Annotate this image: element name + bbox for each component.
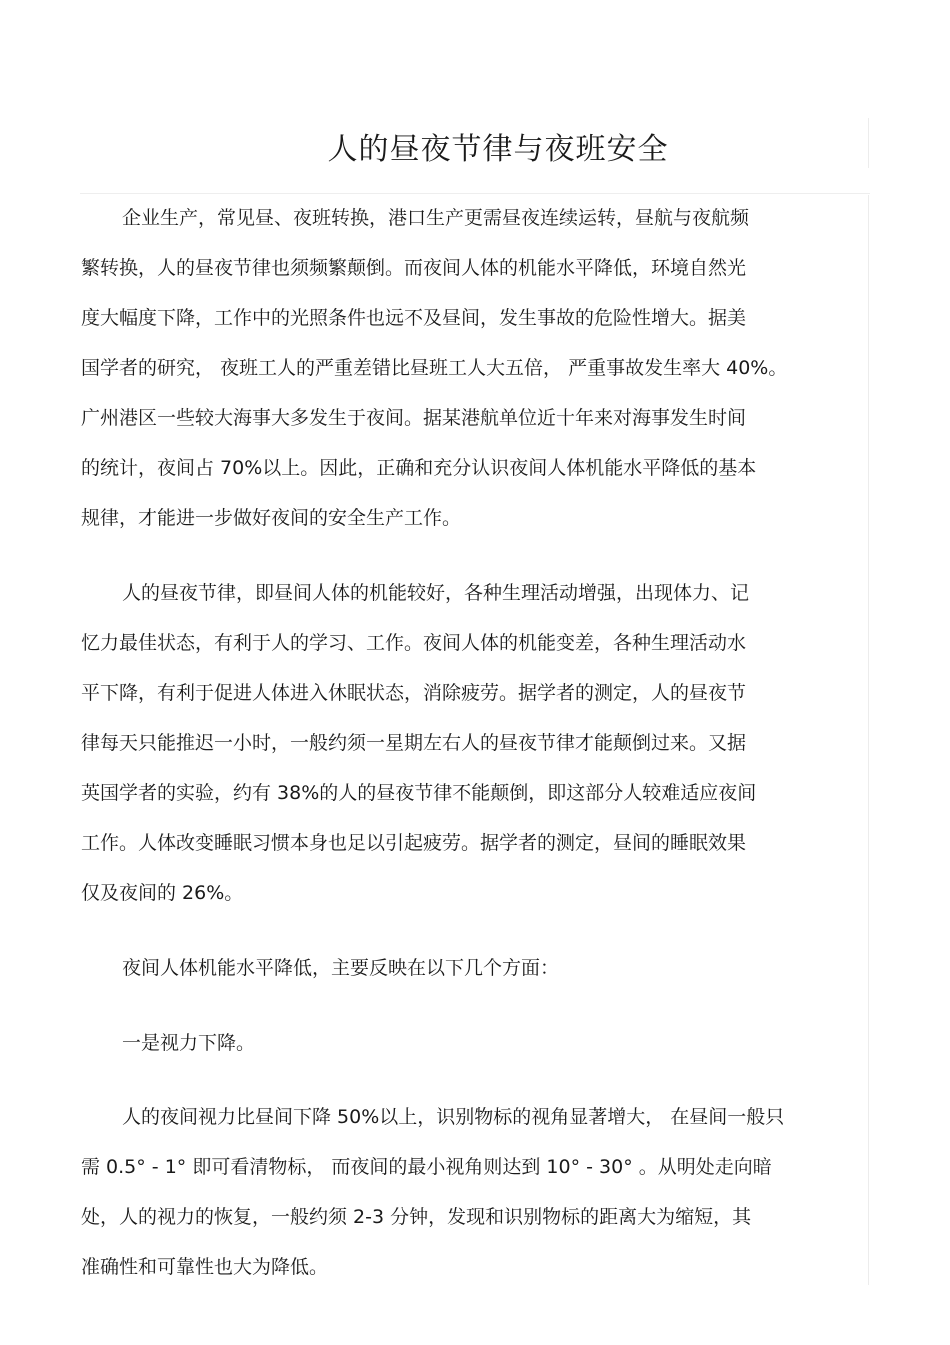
paragraph-1-line-1: 企业生产，常见昼、夜班转换，港口生产更需昼夜连续运转，昼航与夜航频 [122,207,750,229]
paragraph-5-line-1: 人的夜间视力比昼间下降 50%以上，识别物标的视角显著增大， 在昼间一般只 [122,1106,785,1128]
margin-rule-top [868,118,869,168]
paragraph-1-line-5: 广州港区一些较大海事大多发生于夜间。据某港航单位近十年来对海事发生时间 [81,407,747,429]
paragraph-1-line-2: 繁转换，人的昼夜节律也须频繁颠倒。而夜间人体的机能水平降低，环境自然光 [81,257,747,279]
paragraph-2-line-5: 英国学者的实验，约有 38%的人的昼夜节律不能颠倒，即这部分人较难适应夜间 [81,782,757,804]
paragraph-5-line-4: 准确性和可靠性也大为降低。 [81,1256,329,1278]
paragraph-2-line-6: 工作。人体改变睡眠习惯本身也足以引起疲劳。据学者的测定，昼间的睡眠效果 [81,832,747,854]
paragraph-2-line-3: 平下降，有利于促进人体进入休眠状态，消除疲劳。据学者的测定，人的昼夜节 [81,682,747,704]
paragraph-2-line-1: 人的昼夜节律，即昼间人体的机能较好，各种生理活动增强，出现体力、记 [122,582,750,604]
paragraph-5-line-3: 处，人的视力的恢复，一般约须 2-3 分钟，发现和识别物标的距离大为缩短，其 [81,1206,752,1228]
header-divider [80,193,870,194]
paragraph-2-line-2: 忆力最佳状态，有利于人的学习、工作。夜间人体的机能变差，各种生理活动水 [81,632,747,654]
paragraph-2-line-7: 仅及夜间的 26%。 [81,882,244,904]
paragraph-1-line-4: 国学者的研究， 夜班工人的严重差错比昼班工人大五倍， 严重事故发生率大 40%。 [81,357,788,379]
paragraph-3-line-1: 夜间人体机能水平降低，主要反映在以下几个方面： [122,957,560,979]
paragraph-2-line-4: 律每天只能推迟一小时，一般约须一星期左右人的昼夜节律才能颠倒过来。又据 [81,732,747,754]
paragraph-1-line-3: 度大幅度下降，工作中的光照条件也远不及昼间，发生事故的危险性增大。据美 [81,307,747,329]
paragraph-4-line-1: 一是视力下降。 [122,1032,256,1054]
paragraph-1-line-7: 规律，才能进一步做好夜间的安全生产工作。 [81,507,462,529]
paragraph-5-line-2: 需 0.5° - 1° 即可看清物标， 而夜间的最小视角则达到 10° - 30° 。从明处走向暗 [81,1156,772,1178]
document-title: 人的昼夜节律与夜班安全 [327,132,669,167]
paragraph-1-line-6: 的统计，夜间占 70%以上。因此，正确和充分认识夜间人体机能水平降低的基本 [81,457,757,479]
margin-rule-right [868,195,869,1285]
